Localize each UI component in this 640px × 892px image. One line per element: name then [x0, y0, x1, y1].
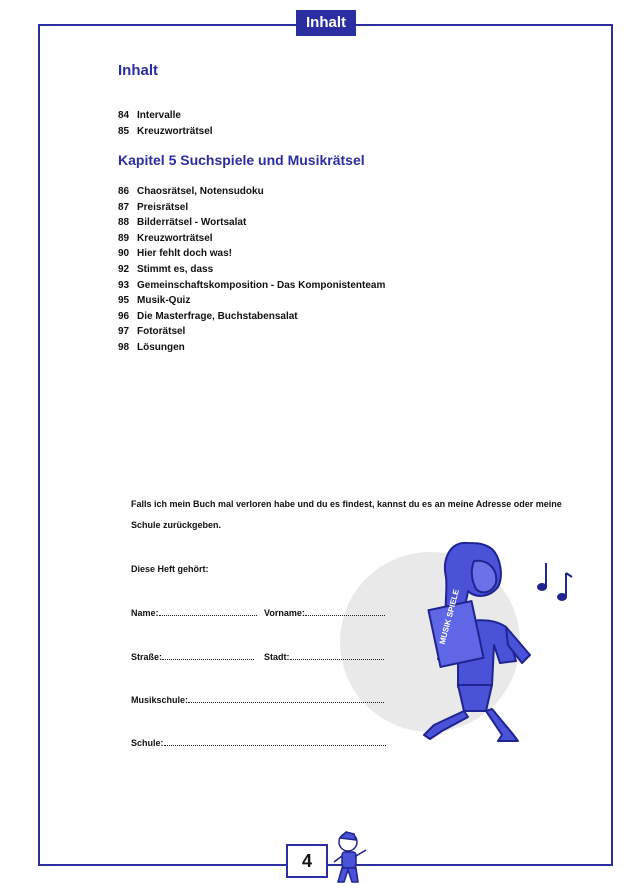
toc-item: 93 Gemeinschaftskomposition - Das Komponistenteam — [118, 279, 386, 291]
schule-line[interactable] — [164, 736, 386, 746]
chapter-title: Kapitel 5 Suchspiele und Musikrätsel — [118, 152, 365, 168]
toc-item: 98 Lösungen — [118, 341, 185, 353]
section-tab: Inhalt — [296, 10, 356, 36]
name-line[interactable] — [159, 606, 257, 616]
toc-item: 85 Kreuzworträtsel — [118, 125, 213, 137]
toc-title: Inhalt — [118, 62, 158, 79]
name-field[interactable] — [131, 606, 257, 618]
schule-field[interactable] — [131, 736, 386, 748]
musikschule-label: Musikschule: — [131, 695, 189, 705]
toc-item: 95 Musik-Quiz — [118, 295, 191, 307]
toc-item: 87 Preisrätsel — [118, 201, 189, 213]
toc-pre-list — [118, 108, 213, 139]
stadt-field[interactable] — [264, 650, 384, 662]
vorname-field[interactable] — [264, 606, 385, 618]
toc-item: 90 Hier fehlt doch was! — [118, 248, 233, 260]
vorname-label: Vorname: — [264, 608, 305, 618]
toc-item: 97 Fotorätsel — [118, 326, 186, 338]
stadt-label: Stadt: — [264, 652, 290, 662]
strasse-label: Straße: — [131, 652, 163, 662]
page-number: 4 — [286, 844, 328, 878]
musikschule-line[interactable] — [188, 693, 384, 703]
owner-note-line1: Falls ich mein Buch mal verloren habe und du es findest, kannst du es an meine Adresse oder meine — [131, 499, 562, 509]
music-notes-icon — [538, 563, 572, 600]
strasse-field[interactable] — [131, 650, 254, 662]
girl-illustration — [380, 535, 580, 750]
toc-item: 84 Intervalle — [118, 110, 181, 121]
toc-chapter-list — [118, 184, 385, 356]
toc-item: 88 Bilderrätsel - Wortsalat — [118, 217, 247, 229]
musikschule-field[interactable] — [131, 693, 384, 705]
toc-item: 89 Kreuzworträtsel — [118, 232, 213, 244]
toc-item: 86 Chaosrätsel, Notensudoku — [118, 186, 264, 197]
mascot-icon — [328, 828, 372, 888]
name-label: Name: — [131, 608, 159, 618]
owner-belongs-label: Diese Heft gehört: — [131, 564, 209, 574]
strasse-line[interactable] — [162, 650, 254, 660]
toc-item: 92 Stimmt es, dass — [118, 263, 214, 275]
book-label: MUSIK SPIELE — [437, 588, 461, 646]
stadt-line[interactable] — [290, 650, 384, 660]
toc-item: 96 Die Masterfrage, Buchstabensalat — [118, 310, 298, 322]
schule-label: Schule: — [131, 738, 164, 748]
vorname-line[interactable] — [305, 606, 385, 616]
owner-note-line2: Schule zurückgeben. — [131, 520, 222, 530]
